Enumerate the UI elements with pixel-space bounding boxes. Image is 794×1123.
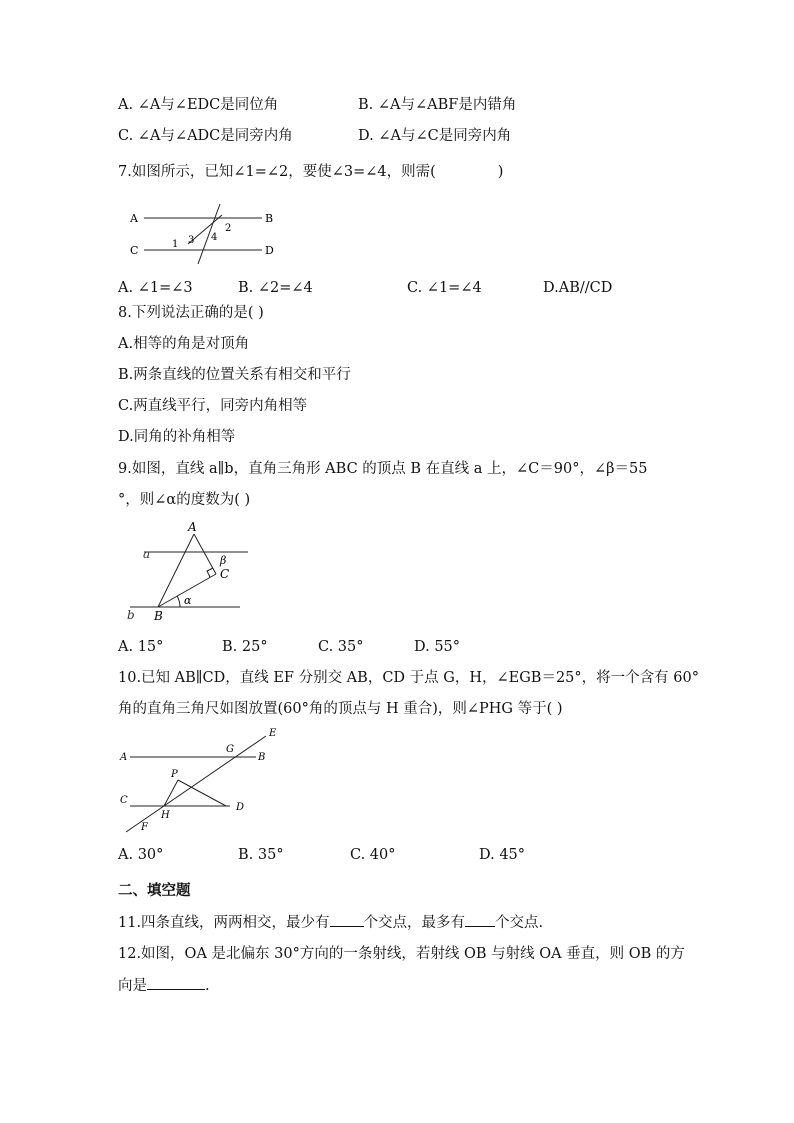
q9-option-b: B. 25° xyxy=(222,639,268,655)
q9-option-d: D. 55° xyxy=(414,639,461,655)
q11-text-2: 个交点，最多有 xyxy=(363,915,466,931)
q12-text-1: 向是 xyxy=(118,978,147,994)
q9-stem-line1: 9.如图，直线 a∥b，直角三角形 ABC 的顶点 B 在直线 a 上，∠C＝90°，∠β＝55 xyxy=(118,461,648,477)
q7-option-b: B. ∠2=∠4 xyxy=(238,280,313,296)
q10-label-d: D xyxy=(236,802,245,813)
q9-label-a: A xyxy=(188,520,197,534)
q7-option-a: A. ∠1=∠3 xyxy=(118,280,193,296)
q7-angle-2: 2 xyxy=(225,223,232,234)
q9-line-b-label: b xyxy=(127,608,135,622)
q12-blank-direction[interactable] xyxy=(147,975,205,990)
q7-stem-close: ) xyxy=(497,164,504,180)
q6-option-a: A. ∠A与∠EDC是同位角 xyxy=(118,97,279,113)
q10-figure xyxy=(116,726,286,838)
q7-angle-4: 4 xyxy=(211,232,218,243)
q10-label-a: A xyxy=(120,752,128,763)
q10-option-a: A. 30° xyxy=(118,847,164,863)
q9-option-a: A. 15° xyxy=(118,639,164,655)
q7-stem-text: 7.如图所示，已知∠1=∠2，要使∠3=∠4，则需( xyxy=(118,164,436,180)
q11-stem xyxy=(118,912,543,933)
q10-label-c: C xyxy=(120,795,128,806)
section-title-fill-in: 二、填空题 xyxy=(118,883,191,899)
q7-label-d: D xyxy=(265,244,274,257)
q10-label-h: H xyxy=(161,810,170,821)
q7-option-d: D.AB//CD xyxy=(543,280,613,296)
q9-angle-beta: β xyxy=(220,554,227,567)
q9-option-c: C. 35° xyxy=(318,639,364,655)
q9-stem-line2: °，则∠α的度数为( ) xyxy=(118,492,251,508)
q7-stem xyxy=(118,162,503,182)
q12-text-2: . xyxy=(205,978,210,994)
q11-text-3: 个交点. xyxy=(495,915,544,931)
q6-option-d: D. ∠A与∠C是同旁内角 xyxy=(358,128,512,144)
q7-figure xyxy=(128,200,278,270)
q9-line-a-label: a xyxy=(143,547,151,561)
q10-label-e: E xyxy=(269,728,277,739)
q7-label-b: B xyxy=(265,212,274,225)
q8-stem: 8.下列说法正确的是( ) xyxy=(118,305,264,321)
q10-option-d: D. 45° xyxy=(479,847,526,863)
q8-option-c: C.两直线平行，同旁内角相等 xyxy=(118,398,308,414)
q9-label-b: B xyxy=(154,609,163,623)
q12-stem-line2 xyxy=(118,975,210,996)
q11-text-1: 11.四条直线，两两相交，最少有 xyxy=(118,915,330,931)
q8-option-d: D.同角的补角相等 xyxy=(118,429,236,445)
q10-stem-line1: 10.已知 AB∥CD，直线 EF 分别交 AB，CD 于点 G，H，∠EGB＝25°，将一个含有 60° xyxy=(118,670,699,686)
q10-option-c: C. 40° xyxy=(350,847,396,863)
q10-label-f: F xyxy=(141,822,148,833)
q10-label-g: G xyxy=(226,744,234,755)
q10-option-b: B. 35° xyxy=(238,847,284,863)
q10-label-b: B xyxy=(258,752,266,763)
q7-label-c: C xyxy=(130,244,139,257)
q7-angle-1: 1 xyxy=(172,239,179,250)
q11-blank-min[interactable] xyxy=(330,912,364,927)
q9-angle-alpha: α xyxy=(184,594,192,607)
q6-option-c: C. ∠A与∠ADC是同旁内角 xyxy=(118,128,293,144)
q11-blank-max[interactable] xyxy=(465,912,495,927)
q7-option-c: C. ∠1=∠4 xyxy=(407,280,482,296)
q7-label-a: A xyxy=(130,212,138,225)
q10-stem-line2: 角的直角三角尺如图放置(60°角的顶点与 H 重合)，则∠PHG 等于( ) xyxy=(118,701,563,717)
q9-label-c: C xyxy=(220,567,230,581)
q10-label-p: P xyxy=(171,769,178,780)
q12-stem-line1: 12.如图，OA 是北偏东 30°方向的一条射线，若射线 OB 与射线 OA 垂直，则 OB 的方 xyxy=(118,946,685,962)
q9-figure xyxy=(124,518,254,626)
q8-option-a: A.相等的角是对顶角 xyxy=(118,336,250,352)
q8-option-b: B.两条直线的位置关系有相交和平行 xyxy=(118,367,351,383)
q6-option-b: B. ∠A与∠ABF是内错角 xyxy=(358,97,517,113)
q7-angle-3: 3 xyxy=(188,235,195,246)
